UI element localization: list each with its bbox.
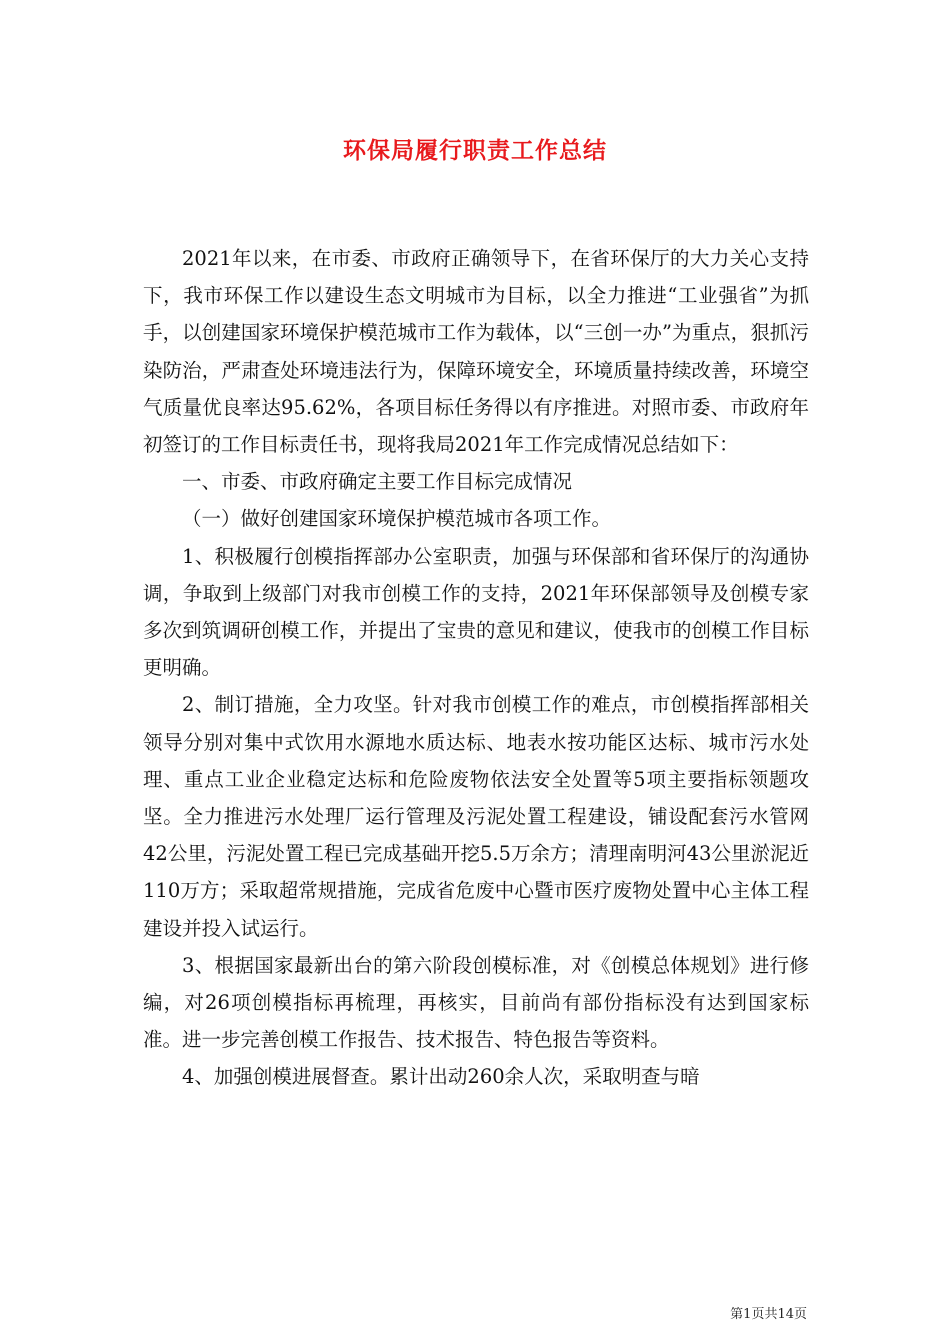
document-body (143, 240, 809, 1096)
document-title: 环保局履行职责工作总结 (343, 138, 607, 164)
paragraph-item-2: 2、制订措施，全力攻坚。针对我市创模工作的难点，市创模指挥部相关领导分别对集中式饮用水源地水质达标、地表水按功能区达标、城市污水处理、重点工业企业稳定达标和危险废物依法安全处置等5项主要指标领题攻坚。全力推进污水处理厂运行管理及污泥处置工程建设，铺设配套污水管网42公里，污泥处置工程已完成基础开挖5.5万余方；清理南明河43公里淤泥近110万方；采取超常规措施，完成省危废中心暨市医疗废物处置中心主体工程建设并投入试运行。 (143, 693, 809, 940)
paragraph-item-4: 4、加强创模进展督查。累计出动260余人次，采取明查与暗 (182, 1065, 700, 1089)
paragraph-intro: 2021年以来，在市委、市政府正确领导下，在省环保厅的大力关心支持下，我市环保工作以建设生态文明城市为目标，以全力推进“工业强省”为抓手，以创建国家环境保护模范城市工作为载体，以“三创一办”为重点，狠抓污染防治，严肃查处环境违法行为，保障环境安全，环境质量持续改善，环境空气质量优良率达95.62%，各项目标任务得以有序推进。对照市委、市政府年初签订的工作目标责任书，现将我局2021年工作完成情况总结如下： (143, 247, 809, 457)
section-heading: 一、市委、市政府确定主要工作目标完成情况 (182, 470, 573, 494)
paragraph-item-3: 3、根据国家最新出台的第六阶段创模标准，对《创模总体规划》进行修编，对26项创模指标再梳理，再核实，目前尚有部份指标没有达到国家标准。进一步完善创模工作报告、技术报告、特色报告等资料。 (143, 953, 809, 1052)
page-number: 第1页共14页 (730, 1307, 807, 1322)
subsection-heading: （一）做好创建国家环境保护模范城市各项工作。 (182, 507, 612, 531)
paragraph-item-1: 1、积极履行创模指挥部办公室职责，加强与环保部和省环保厅的沟通协调，争取到上级部门对我市创模工作的支持，2021年环保部领导及创模专家多次到筑调研创模工作，并提出了宝贵的意见和建议，使我市的创模工作目标更明确。 (143, 544, 809, 680)
